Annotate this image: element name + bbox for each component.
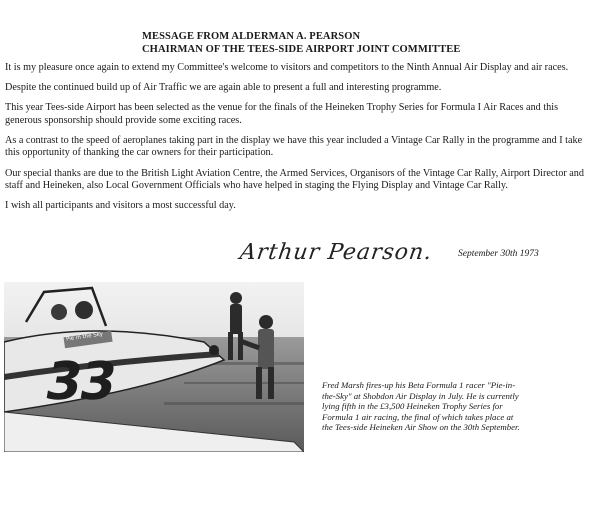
heading-line-1: MESSAGE FROM ALDERMAN A. PEARSON [142,31,361,42]
message-date: September 30th 1973 [458,249,539,259]
photo-caption: Fred Marsh fires-up his Beta Formula 1 racer "Pie-in-the-Sky" at Shobdon Air Display in July. He is currently lying fifth in the £3,500 Heineken Trophy Series for Formula 1 air racing, the final of which takes place at the Tees-side Heineken Air Show on the 30th September. [322,380,520,432]
paragraph-special-thanks: Our special thanks are due to the British Light Aviation Centre, the Armed Services, Organisors of the Vintage Car Rally, Airport Director and staff and Heineken, also Local Government Officials who have helped in staging the Flying Display and Vintage Car Rally. [5,167,584,192]
heading-line-2: CHAIRMAN OF THE TEES-SIDE AIRPORT JOINT COMMITTEE [142,44,461,55]
paragraph-closing-wish: I wish all participants and visitors a most successful day. [5,200,236,212]
paragraph-air-traffic: Despite the continued build up of Air Traffic we are again able to present a full and interesting programme. [5,82,442,94]
paragraph-vintage-car-rally: As a contrast to the speed of aeroplanes taking part in the display we have this year included a Vintage Car Rally in the programme and I take this opportunity of thanking the car owners for their participation. [5,134,583,159]
signature: Arthur Pearson. [238,240,435,265]
paragraph-heineken-finals: This year Tees-side Airport has been selected as the venue for the finals of the Heineken Trophy Series for Formula I Air Races and this generous sponsorship should provide some exciting races. [5,102,559,126]
cowling-text: Pie in the Sky [65,331,104,343]
paragraph-welcome: It is my pleasure once again to extend my Committee's welcome to visitors and competitors to the Ninth Annual Air Display and air races. [5,62,569,73]
racer-photo [4,282,304,452]
racer-number: 33 [40,352,120,412]
message-body [5,62,590,220]
message-heading [120,30,540,56]
